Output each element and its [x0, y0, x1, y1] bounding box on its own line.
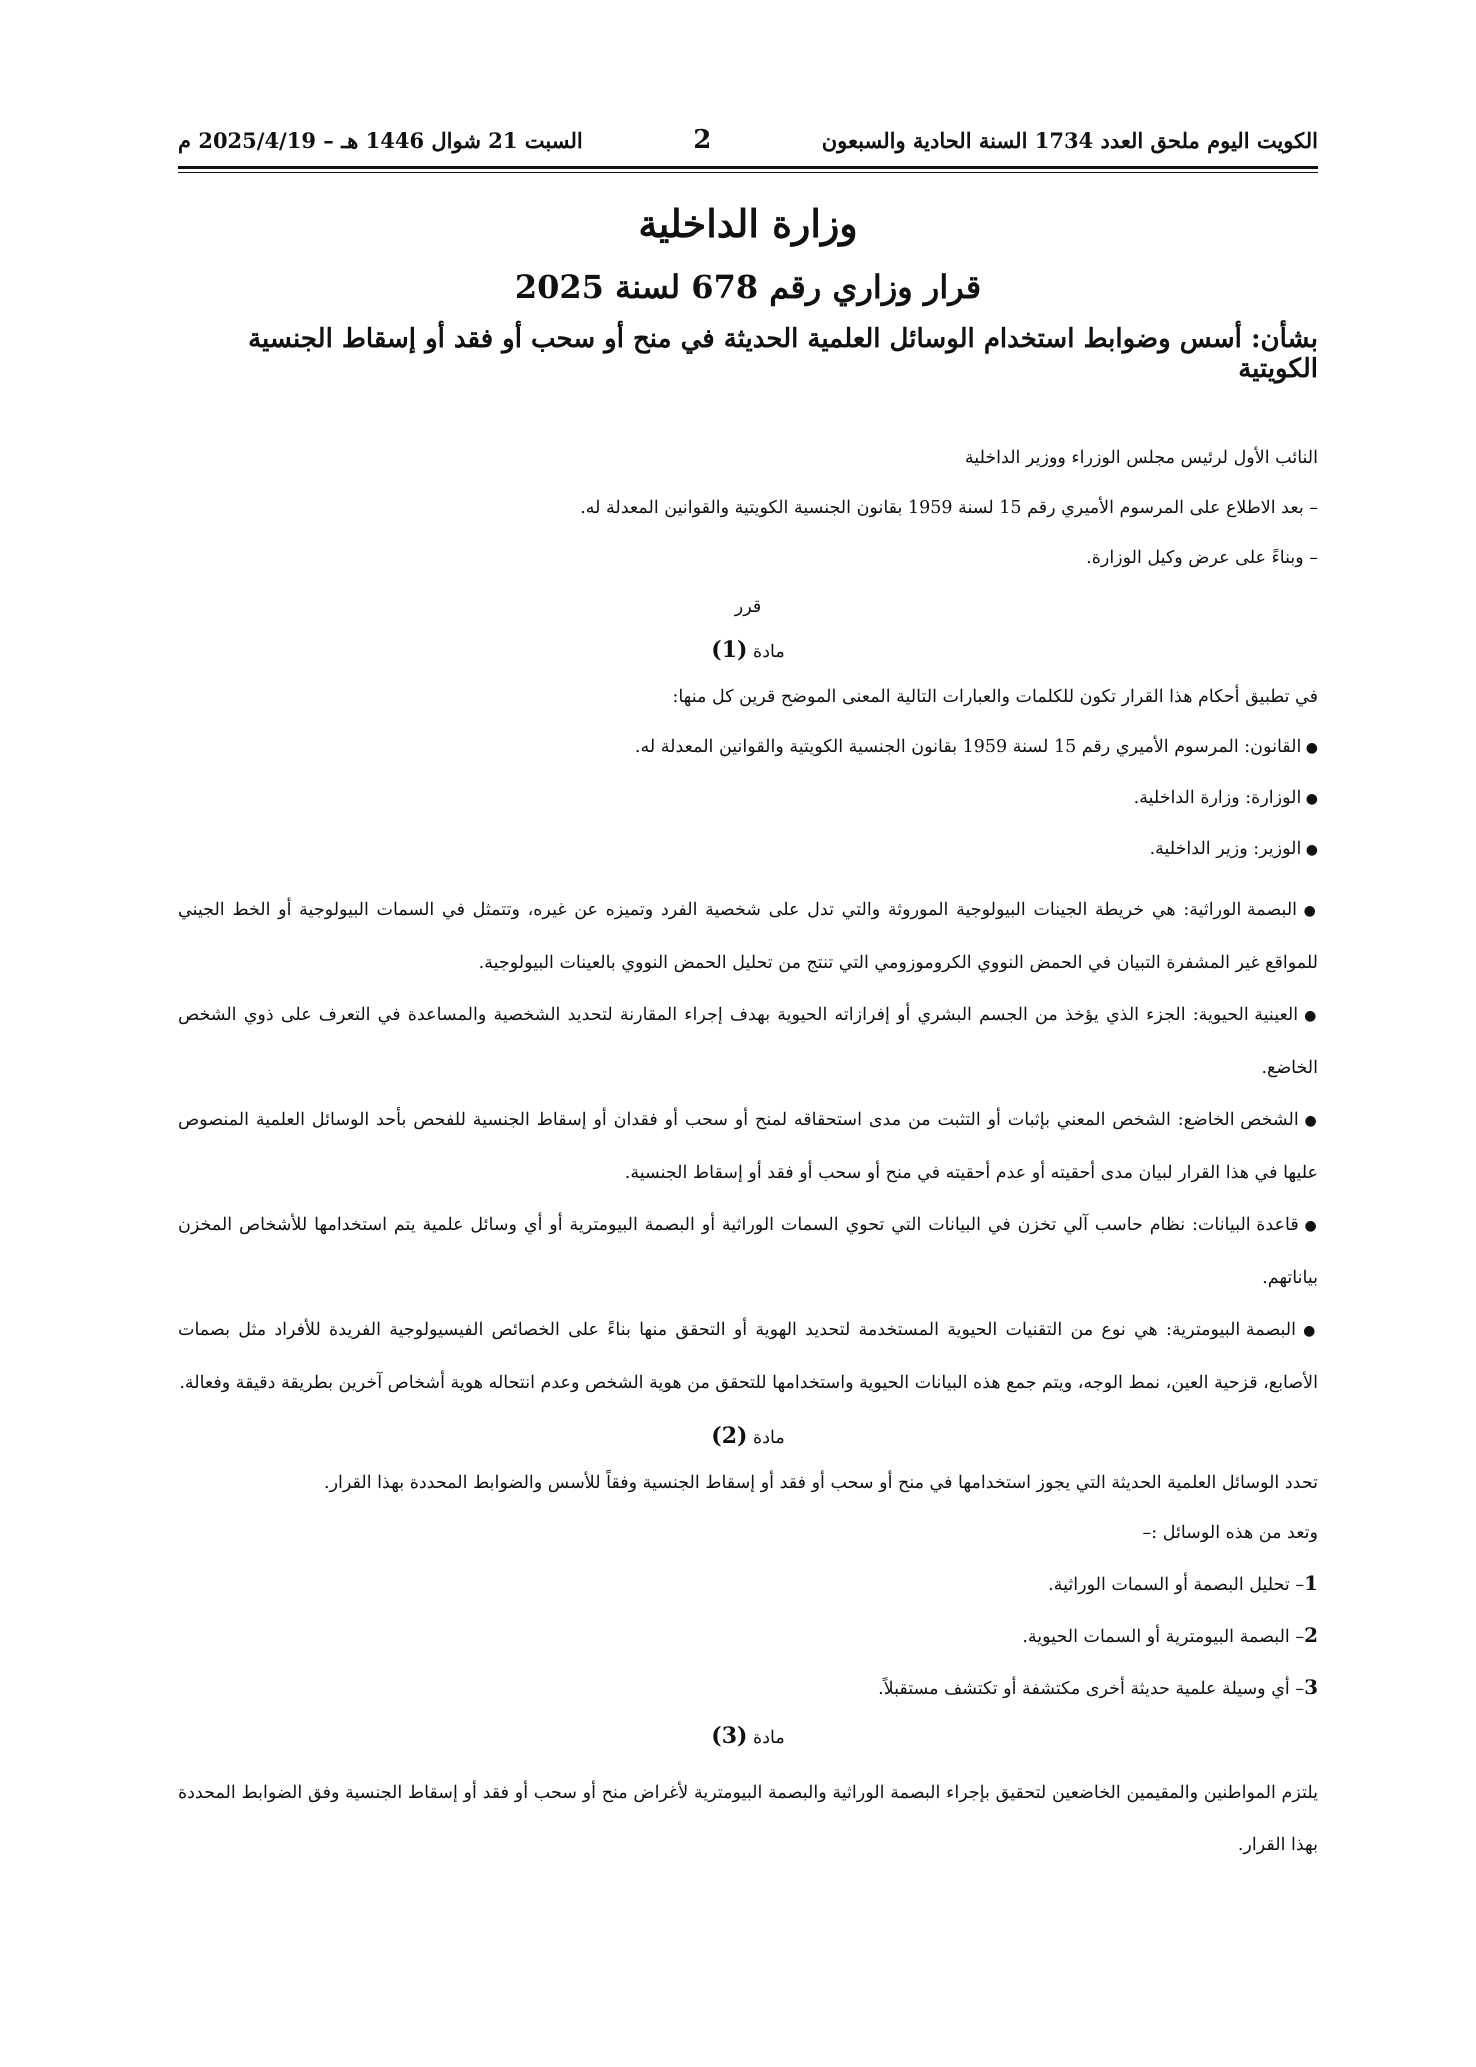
means-item-2 [178, 1619, 1318, 1654]
article-3-text: يلتزم المواطنين والمقيمين الخاضعين لتحقيق بإجراء البصمة الوراثية والبصمة البيومترية لأغراض منح أو سحب أو فقد أو إسقاط الجنسية وفق الضوابط المحددة بهذا القرار. [178, 1783, 1318, 1855]
recital-proposal: – وبناءً على عرض وكيل الوزارة. [1086, 548, 1318, 568]
definition-database: ● قاعدة البيانات: نظام حاسب آلي تخزن في البيانات التي تحوي السمات الوراثية أو البصمة البيومترية أو أي وسائل علمية يتم استخدامها للأشخاص المخزن بياناتهم. [178, 1199, 1318, 1304]
decree-body [178, 442, 1318, 1871]
page-number: 2 [693, 125, 712, 155]
article-number: (1) [711, 637, 748, 663]
header-rule-thin [178, 172, 1318, 173]
article-word: مادة [753, 1428, 785, 1448]
definition-minister: ● الوزير: وزير الداخلية. [178, 833, 1318, 867]
definition-law: ● القانون: المرسوم الأميري رقم 15 لسنة 1959 بقانون الجنسية الكويتية والقوانين المعدلة له. [178, 731, 1318, 765]
ministry-title: وزارة الداخلية [638, 201, 858, 246]
definition-biometric-print: ● البصمة البيومترية: هي نوع من التقنيات الحيوية المستخدمة لتحديد الهوية أو التحقق منها بناءً على الخصائص الفيسيولوجية الفريدة للأفراد مثل بصمات الأصابع، قزحية العين، نمط الوجه، ويتم جمع هذه البيانات الحيوية واستخدامها للتحقق من هوية الشخص وعدم انتحاله هوية أشخاص آخرين بطريقة دقيقة وفعالة. [178, 1304, 1318, 1409]
article-number: (3) [711, 1723, 748, 1749]
definition-ministry: ● الوزارة: وزارة الداخلية. [178, 782, 1318, 816]
means-item-text: – تحليل البصمة أو السمات الوراثية. [1048, 1575, 1305, 1595]
issuer-line: النائب الأول لرئيس مجلس الوزراء ووزير الداخلية [964, 448, 1318, 468]
gazette-page [178, 120, 1318, 1871]
header-rule-thick [178, 166, 1318, 169]
means-item-number: 2 [1304, 1623, 1318, 1647]
article-3-heading [178, 1723, 1318, 1749]
article-2-text: تحدد الوسائل العلمية الحديثة التي يجوز استخدامها في منح أو سحب أو فقد أو إسقاط الجنسية وفقاً للأسس والضوابط المحددة بهذا القرار. [324, 1473, 1318, 1493]
means-item-number: 3 [1304, 1675, 1318, 1699]
header-date: السبت 21 شوال 1446 هـ – 2025/4/19 م [178, 127, 583, 153]
article-word: مادة [753, 642, 785, 662]
recital-law: – بعد الاطلاع على المرسوم الأميري رقم 15 لسنة 1959 بقانون الجنسية الكويتية والقوانين المعدلة له. [580, 498, 1318, 518]
decree-title: قرار وزاري رقم 678 لسنة 2025 [514, 268, 982, 306]
definition-genetic-print: ● البصمة الوراثية: هي خريطة الجينات البيولوجية الموروثة والتي تدل على شخصية الفرد وتميزه عن غيره، وتتمثل في السمات البيولوجية أو الخط الجيني للمواقع غير المشفرة التبيان في الحمض النووي الكروموزومي التي تنتج من تحليل الحمض النووي بالعينات البيولوجية. [178, 884, 1318, 989]
header-publication: الكويت اليوم ملحق العدد 1734 السنة الحادية والسبعون [821, 127, 1318, 153]
decided-heading: قرر [734, 597, 762, 617]
decree-subject: بشأن: أسس وضوابط استخدام الوسائل العلمية الحديثة في منح أو سحب أو فقد أو إسقاط الجنسية الكويتية [248, 324, 1318, 384]
means-item-3 [178, 1671, 1318, 1706]
article-2-heading [178, 1423, 1318, 1449]
article-1-heading [178, 637, 1318, 663]
means-item-number: 1 [1304, 1571, 1318, 1595]
definition-subject-person: ● الشخص الخاضع: الشخص المعني بإثبات أو التثبت من مدى استحقاقه لمنح أو سحب أو فقدان أو إسقاط الجنسية للفحص بأحد الوسائل العلمية المنصوص عليها في هذا القرار لبيان مدى أحقيته أو عدم أحقيته في منح أو سحب أو فقد أو إسقاط الجنسية. [178, 1094, 1318, 1199]
means-item-1 [178, 1567, 1318, 1602]
article-1-intro: في تطبيق أحكام هذا القرار تكون للكلمات والعبارات التالية المعنى الموضح قرين كل منها: [672, 687, 1318, 707]
page-header [178, 120, 1318, 160]
article-word: مادة [753, 1728, 785, 1748]
definition-biological-sample: ● العينية الحيوية: الجزء الذي يؤخذ من الجسم البشري أو إفرازاته الحيوية بهدف إجراء المقارنة لتحديد الشخصية والمساعدة في التعرف على ذوي الشخص الخاضع. [178, 989, 1318, 1094]
article-2-means-intro: وتعد من هذه الوسائل :– [1142, 1523, 1318, 1543]
means-item-text: – البصمة البيومترية أو السمات الحيوية. [1022, 1627, 1305, 1647]
means-item-text: – أي وسيلة علمية حديثة أخرى مكتشفة أو تكتشف مستقبلاً. [878, 1679, 1305, 1699]
article-number: (2) [711, 1423, 748, 1449]
